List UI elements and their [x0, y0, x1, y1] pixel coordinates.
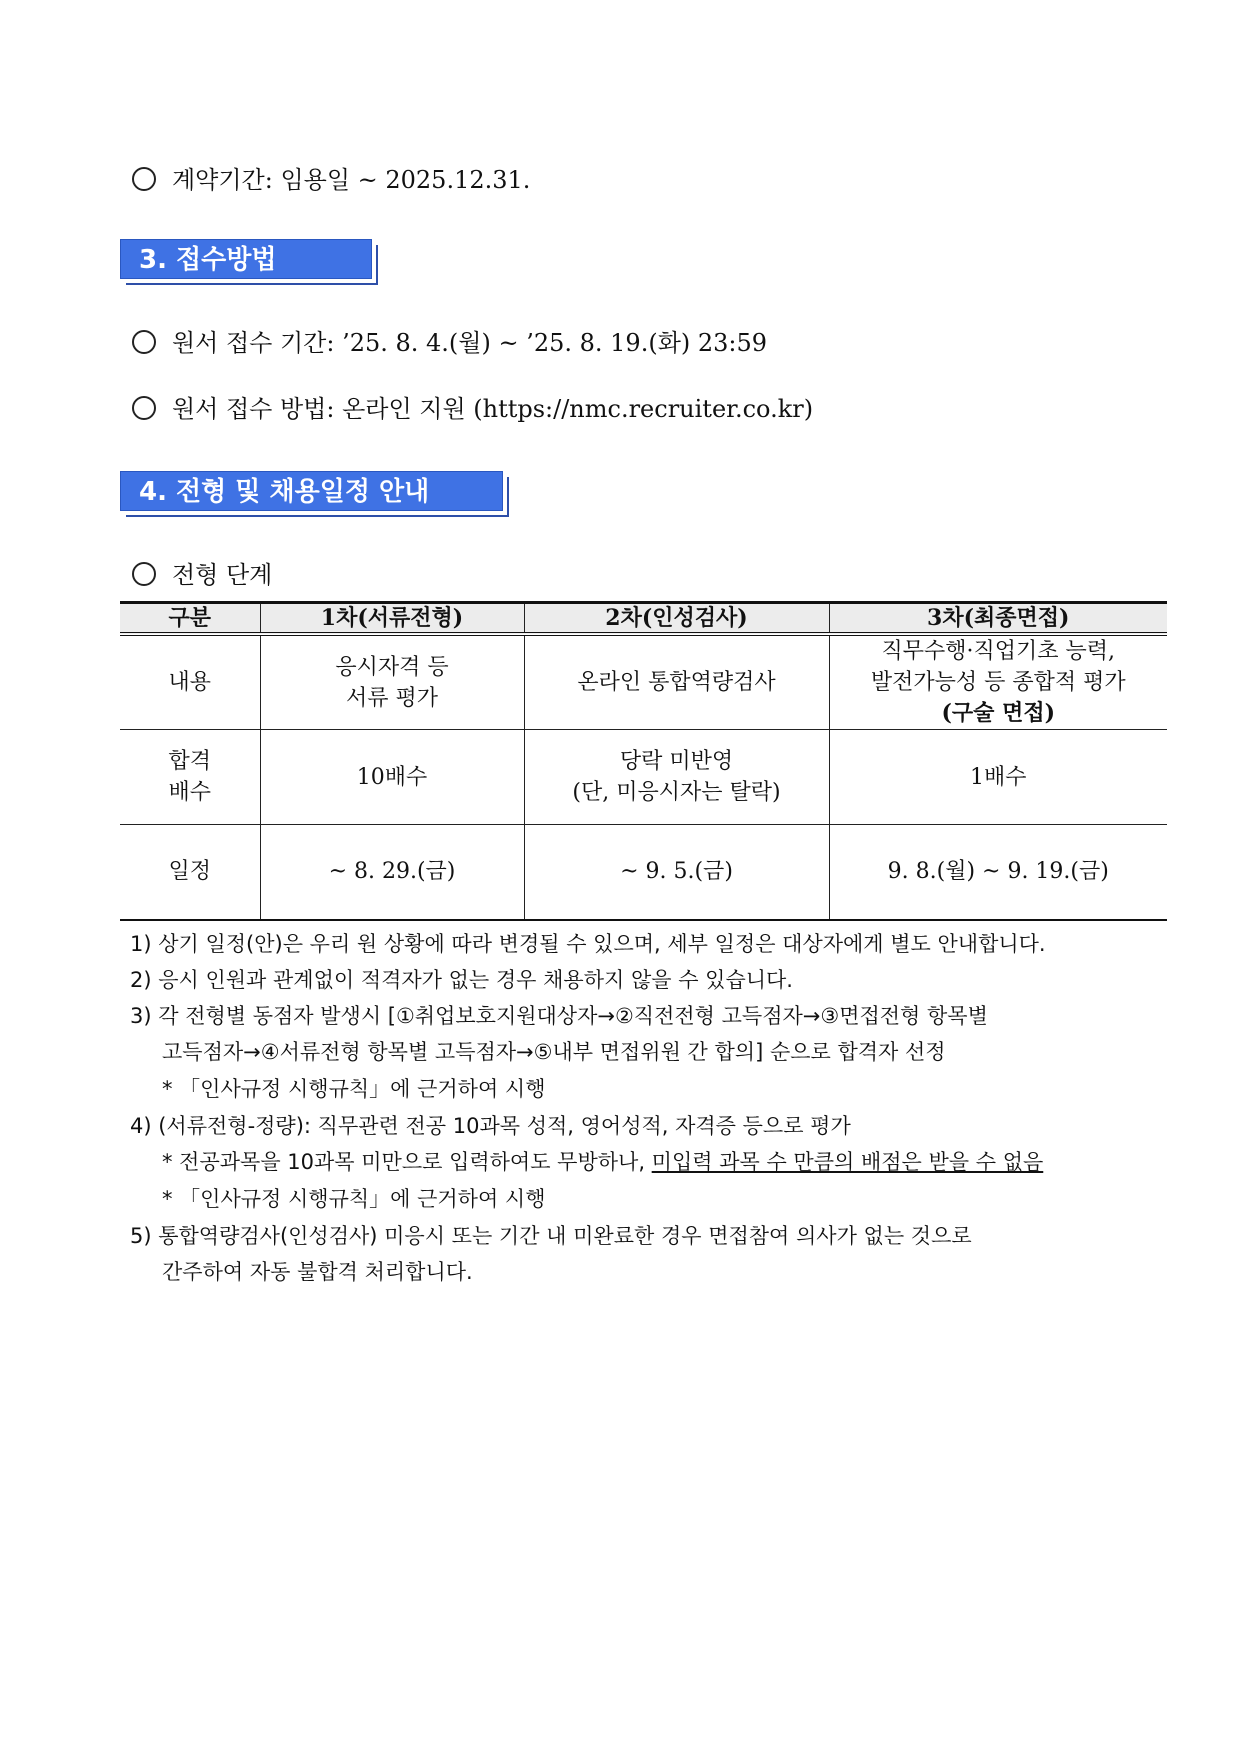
table-row	[120, 634, 1167, 730]
contract-period-text: 계약기간: 임용일 ~ 2025.12.31.	[172, 166, 531, 194]
cell-stage-1-content	[260, 634, 524, 730]
cell-text: 발전가능성 등 종합적 평가	[870, 670, 1126, 695]
table-header-row	[120, 603, 1167, 635]
cell-text: 합격	[168, 749, 211, 774]
cell-text: 응시자격 등	[335, 654, 449, 680]
contract-period	[132, 160, 530, 195]
circle-bullet-icon	[132, 167, 156, 191]
note-3-line-2: 고득점자→④서류전형 항목별 고득점자→⑤내부 면접위원 간 합의] 순으로 합격자 선정	[162, 1040, 946, 1064]
apply-period	[132, 323, 767, 358]
note-1: 1) 상기 일정(안)은 우리 원 상황에 따라 변경될 수 있으며, 세부 일정은 대상자에게 별도 안내합니다.	[130, 932, 1046, 956]
cell-stage-2-schedule: ~ 9. 5.(금)	[524, 825, 829, 920]
note-3-sub: * 「인사규정 시행규칙」에 근거하여 시행	[162, 1077, 546, 1101]
row-label-multiplier	[120, 730, 260, 825]
stage-heading	[132, 555, 272, 590]
note-2: 2) 응시 인원과 관계없이 적격자가 없는 경우 채용하지 않을 수 있습니다.	[130, 968, 793, 992]
note-3-line-1: 3) 각 전형별 동점자 발생시 [①취업보호지원대상자→②직전전형 고득점자→③면접전형 항목별	[130, 1004, 988, 1028]
cell-stage-3-content	[829, 634, 1167, 730]
header-stage-2: 2차(인성검사)	[524, 603, 829, 635]
cell-text: 당락 미반영	[619, 749, 734, 774]
cell-stage-3-schedule: 9. 8.(월) ~ 9. 19.(금)	[829, 825, 1167, 920]
cell-text: (구술 면접)	[941, 700, 1055, 726]
table-row	[120, 730, 1167, 825]
note-4-sub-1	[162, 1146, 1043, 1176]
apply-method	[132, 389, 813, 424]
stage-table	[120, 601, 1167, 921]
cell-stage-1-multiplier: 10배수	[260, 730, 524, 825]
note-4-sub-1-underlined: 미입력 과목 수 만큼의 배점은 받을 수 없음	[651, 1150, 1044, 1174]
note-4-sub-1-text: * 전공과목을 10과목 미만으로 입력하여도 무방하나,	[162, 1150, 652, 1174]
note-5-line-2: 간주하여 자동 불합격 처리합니다.	[162, 1260, 473, 1284]
cell-text: 직무수행·직업기초 능력,	[881, 639, 1115, 664]
circle-bullet-icon	[132, 562, 156, 586]
note-5-line-1: 5) 통합역량검사(인성검사) 미응시 또는 기간 내 미완료한 경우 면접참여 의사가 없는 것으로	[130, 1224, 972, 1248]
cell-stage-2-content: 온라인 통합역량검사	[524, 634, 829, 730]
row-label-content: 내용	[120, 634, 260, 730]
circle-bullet-icon	[132, 330, 156, 354]
header-stage-1: 1차(서류전형)	[260, 603, 524, 635]
header-category: 구분	[120, 603, 260, 635]
row-label-schedule: 일정	[120, 825, 260, 920]
circle-bullet-icon	[132, 396, 156, 420]
header-stage-3: 3차(최종면접)	[829, 603, 1167, 635]
cell-text: (단, 미응시자는 탈락)	[572, 780, 781, 805]
cell-stage-2-multiplier	[524, 730, 829, 825]
cell-stage-3-multiplier: 1배수	[829, 730, 1167, 825]
note-4: 4) (서류전형-정량): 직무관련 전공 10과목 성적, 영어성적, 자격증 등으로 평가	[130, 1114, 851, 1138]
section-4-title: 4. 전형 및 채용일정 안내	[120, 471, 503, 511]
apply-period-text: 원서 접수 기간: ’25. 8. 4.(월) ~ ’25. 8. 19.(화) 23:59	[172, 329, 768, 357]
cell-stage-1-schedule: ~ 8. 29.(금)	[260, 825, 524, 920]
note-4-sub-2: * 「인사규정 시행규칙」에 근거하여 시행	[162, 1187, 546, 1211]
cell-text: 서류 평가	[345, 685, 438, 711]
table-row	[120, 825, 1167, 920]
section-3-title: 3. 접수방법	[120, 239, 372, 279]
apply-method-text: 원서 접수 방법: 온라인 지원 (https://nmc.recruiter.co.kr)	[172, 395, 814, 423]
cell-text: 배수	[168, 780, 211, 805]
stage-heading-text: 전형 단계	[172, 561, 273, 589]
